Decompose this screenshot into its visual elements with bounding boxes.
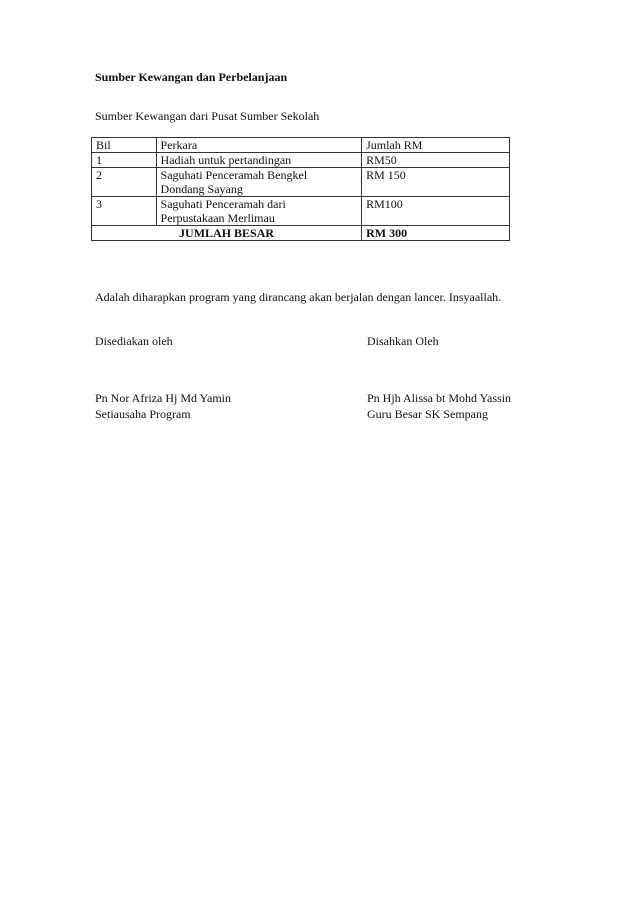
cell-perkara-line2: Dondang Sayang	[160, 182, 243, 196]
cell-jumlah: RM100	[362, 197, 510, 226]
cell-jumlah: RM50	[362, 153, 510, 168]
finance-table	[91, 137, 510, 241]
table-row	[92, 197, 510, 226]
cell-bil: 1	[92, 153, 157, 168]
approved-by-block	[367, 390, 511, 422]
cell-perkara-line1: Saguhati Penceramah dari	[160, 197, 286, 211]
table-row	[92, 153, 510, 168]
prepared-by-label: Disediakan oleh	[95, 334, 173, 348]
header-jumlah: Jumlah RM	[362, 138, 510, 153]
cell-perkara-line1: Saguhati Penceramah Bengkel	[160, 168, 308, 182]
table-header-row	[92, 138, 510, 153]
approved-by-label: Disahkan Oleh	[367, 334, 439, 348]
cell-bil: 2	[92, 168, 157, 197]
cell-perkara	[156, 153, 362, 168]
prepared-by-title: Setiausaha Program	[95, 407, 191, 421]
approved-by-title: Guru Besar SK Sempang	[367, 407, 488, 421]
table-row	[92, 168, 510, 197]
header-perkara: Perkara	[156, 138, 362, 153]
cell-perkara-line1: Hadiah untuk pertandingan	[160, 153, 292, 167]
section-heading: Sumber Kewangan dan Perbelanjaan	[95, 70, 288, 84]
closing-paragraph: Adalah diharapkan program yang dirancang akan berjalan dengan lancer. Insyaallah.	[95, 290, 502, 304]
total-value: RM 300	[362, 226, 510, 241]
section-subheading: Sumber Kewangan dari Pusat Sumber Sekolah	[95, 109, 320, 123]
cell-jumlah: RM 150	[362, 168, 510, 197]
prepared-by-name: Pn Nor Afriza Hj Md Yamin	[95, 391, 232, 405]
prepared-by-block	[95, 390, 231, 422]
approved-by-name: Pn Hjh Alissa bt Mohd Yassin	[367, 391, 512, 405]
cell-perkara	[156, 197, 362, 226]
cell-bil: 3	[92, 197, 157, 226]
total-label: JUMLAH BESAR	[92, 226, 362, 241]
cell-perkara	[156, 168, 362, 197]
header-bil: Bil	[92, 138, 157, 153]
cell-perkara-line2: Perpustakaan Merlimau	[160, 211, 275, 225]
table-total-row	[92, 226, 510, 241]
